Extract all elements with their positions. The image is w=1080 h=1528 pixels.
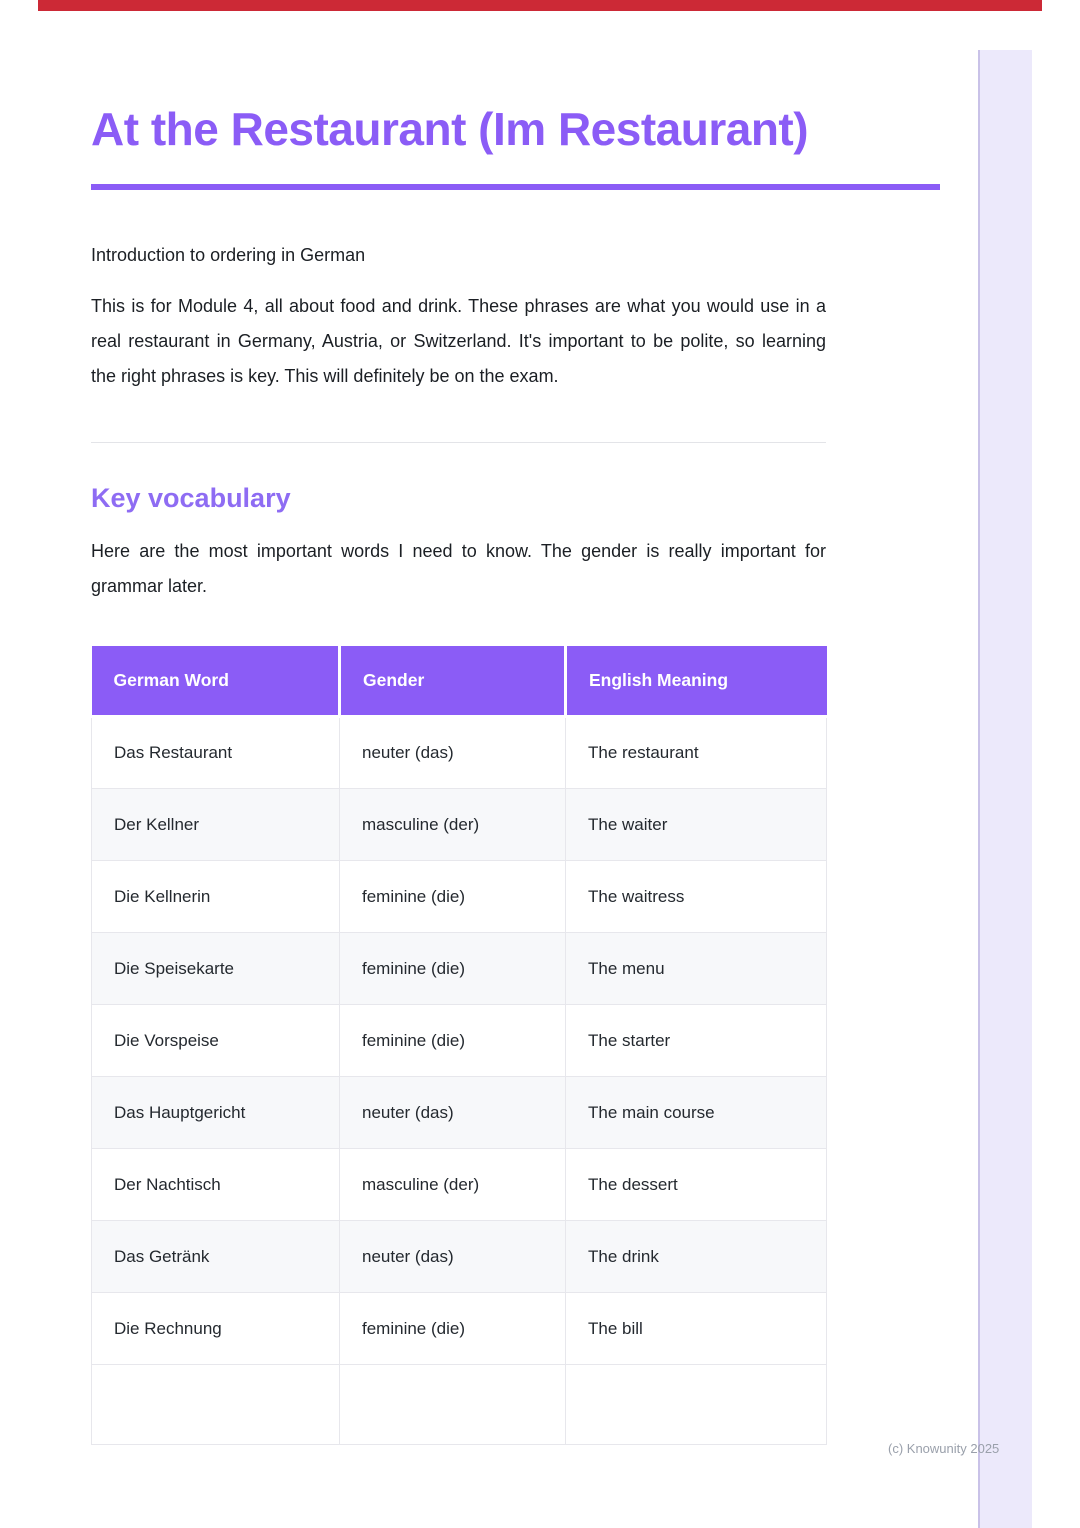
table-cell: neuter (das) (340, 1077, 566, 1149)
page-title: At the Restaurant (Im Restaurant) (91, 103, 809, 155)
table-row (92, 1005, 827, 1077)
table-cell: masculine (der) (340, 789, 566, 861)
section-heading: Key vocabulary (91, 483, 291, 513)
table-cell: The drink (566, 1221, 827, 1293)
table-cell: feminine (die) (340, 1005, 566, 1077)
table-cell: Die Speisekarte (92, 933, 340, 1005)
table-header-cell: German Word (92, 646, 340, 717)
table-cell: The menu (566, 933, 827, 1005)
table-cell: The dessert (566, 1149, 827, 1221)
next-page-edge (978, 50, 1032, 1528)
table-header-cell: Gender (340, 646, 566, 717)
table-row (92, 1293, 827, 1365)
table-cell: The starter (566, 1005, 827, 1077)
table-cell: Die Rechnung (92, 1293, 340, 1365)
section-divider (91, 442, 826, 443)
table-header-row (92, 646, 827, 717)
table-header-cell: English Meaning (566, 646, 827, 717)
intro-paragraph: This is for Module 4, all about food and drink. These phrases are what you would use in a real restaurant in Germany, Austria, or Switzerland. It's important to be polite, so learning the right phrases is key. This will definitely be on the exam. (91, 296, 826, 386)
table-cell: Die Vorspeise (92, 1005, 340, 1077)
table-row (92, 933, 827, 1005)
section-paragraph: Here are the most important words I need to know. The gender is really important for grammar later. (91, 541, 826, 596)
document-page (91, 0, 826, 1445)
table-cell: Der Nachtisch (92, 1149, 340, 1221)
table-row (92, 717, 827, 789)
table-cell: masculine (der) (340, 1149, 566, 1221)
table-row (92, 789, 827, 861)
table-cell (566, 1365, 827, 1445)
table-cell: Die Kellnerin (92, 861, 340, 933)
table-row-partial (92, 1365, 827, 1445)
intro-label: Introduction to ordering in German (91, 245, 366, 265)
table-cell: Das Getränk (92, 1221, 340, 1293)
footer-watermark: (c) Knowunity 2025 (888, 1441, 1000, 1456)
table-cell: The main course (566, 1077, 827, 1149)
table-cell: The waiter (566, 789, 827, 861)
table-cell: Das Hauptgericht (92, 1077, 340, 1149)
table-cell: The restaurant (566, 717, 827, 789)
table-cell (92, 1365, 340, 1445)
table-cell: feminine (die) (340, 861, 566, 933)
table-cell: Der Kellner (92, 789, 340, 861)
table-row (92, 1221, 827, 1293)
title-underline-rule (91, 184, 940, 190)
table-cell (340, 1365, 566, 1445)
table-row (92, 1077, 827, 1149)
table-row (92, 1149, 827, 1221)
table-cell: Das Restaurant (92, 717, 340, 789)
table-cell: The bill (566, 1293, 827, 1365)
table-cell: neuter (das) (340, 1221, 566, 1293)
table-row (92, 861, 827, 933)
table-cell: feminine (die) (340, 1293, 566, 1365)
table-cell: feminine (die) (340, 933, 566, 1005)
table-cell: neuter (das) (340, 717, 566, 789)
vocab-table (91, 646, 827, 1445)
table-cell: The waitress (566, 861, 827, 933)
vocab-table-body (92, 717, 827, 1445)
